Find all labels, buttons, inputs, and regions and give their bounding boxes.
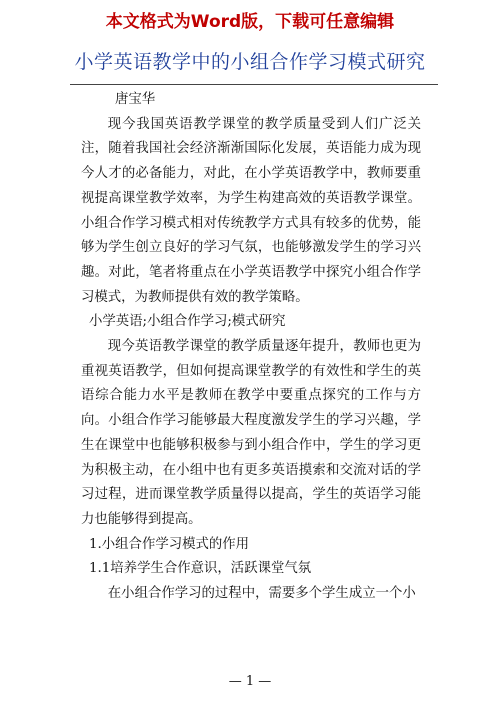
document-title: 小学英语教学中的小组合作学习模式研究 xyxy=(74,51,426,73)
document-body xyxy=(81,88,421,607)
title-divider xyxy=(70,84,438,85)
keywords-line: 小学英语;小组合作学习;模式研究 xyxy=(89,314,286,330)
author-name: 唐宝华 xyxy=(115,92,156,107)
page-number: — 1 — xyxy=(228,674,272,689)
section-heading: 1.小组合作学习模式的作用 xyxy=(89,536,250,552)
subsection-heading: 1.1培养学生合作意识，活跃课堂气氛 xyxy=(89,561,312,577)
intro-paragraph: 现今英语教学课堂的教学质量逐年提升，教师也更为重视英语教学，但如何提高课堂教学的有效性和学生的英语综合能力水平是教师在教学中要重点探究的工作与方向。小组合作学习能够最大程度激发学生的学习兴趣，学生在课堂中也能够积极参与到小组合作中，学生的学习更为积极主动，在小组中也有更多英语摸索和交流对话的学习过程，进而课堂教学质量得以提高，学生的英语学习能力也能够得到提高。 xyxy=(81,339,421,527)
body-paragraph: 在小组合作学习的过程中，需要多个学生成立一个小 xyxy=(107,586,416,602)
format-banner: 本文格式为Word版，下载可任意编辑 xyxy=(105,12,395,32)
abstract-paragraph: 现今我国英语教学课堂的教学质量受到人们广泛关注，随着我国社会经济渐渐国际化发展，英语能力成为现今人才的必备能力，对此，在小学英语教学中，教师要重视提高课堂教学效率，为学生构建高效的英语教学课堂。小组合作学习模式相对传统教学方式具有较多的优势，能够为学生创立良好的学习气氛，也能够激发学生的学习兴趣。对此，笔者将重点在小学英语教学中探究小组合作学习模式，为教师提供有效的教学策略。 xyxy=(81,116,421,305)
